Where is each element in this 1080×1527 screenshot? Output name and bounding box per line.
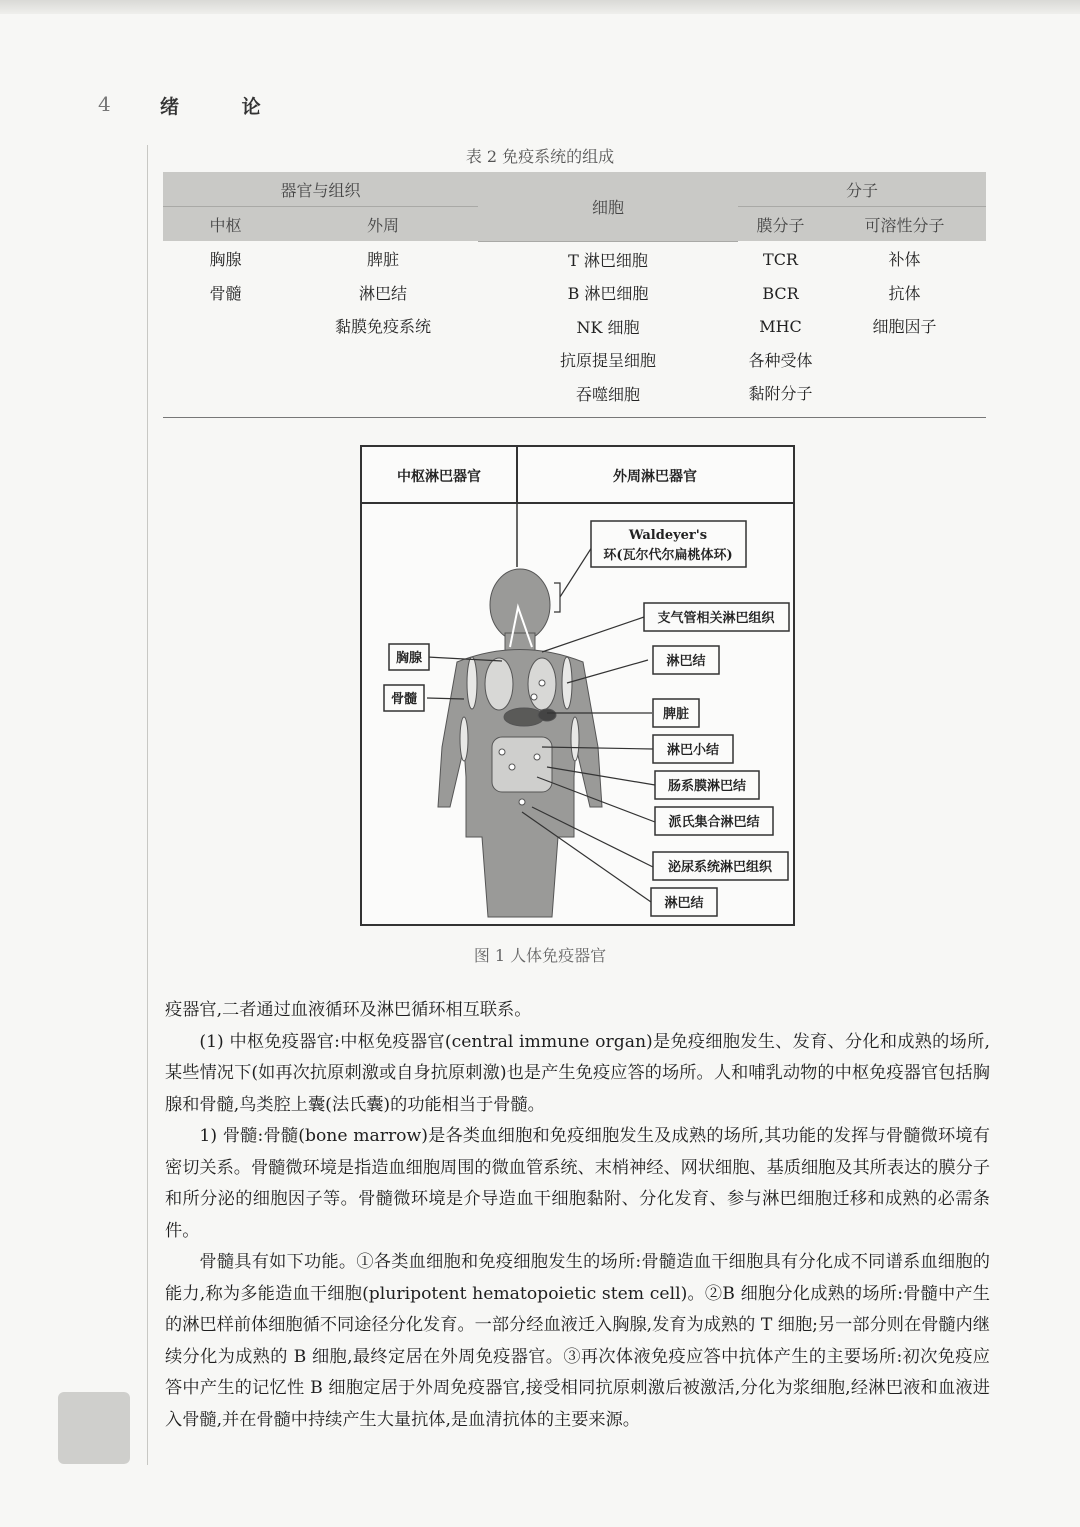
col-peripheral — [288, 241, 478, 418]
chapter-title: 绪 论 — [160, 96, 289, 118]
header-central-organs: 中枢淋巴器官 — [397, 469, 481, 485]
cell-text: 胸腺 — [209, 250, 242, 269]
body-text — [165, 995, 990, 1436]
label-lymph-nodule: 淋巴小结 — [666, 743, 720, 758]
table-caption: 表 2 免疫系统的组成 — [465, 147, 615, 166]
cell-text: 吞噬细胞 — [575, 384, 640, 404]
cell-text: MHC — [759, 317, 802, 336]
header-peripheral-organs: 外周淋巴器官 — [613, 469, 697, 485]
cell-text: BCR — [762, 283, 799, 303]
header-soluble: 可溶性分子 — [823, 207, 986, 242]
col-central — [163, 241, 288, 418]
paragraph-bone-marrow-functions: 骨髓具有如下功能。①各类血细胞和免疫细胞发生的场所:骨髓造血干细胞具有分化成不同谱系血细胞的能力,称为多能造血干细胞(pluripotent hematopoietic stem cell)。②B 细胞分化成熟的场所:骨髓中产生的淋巴样前体细胞循不同途径分化发育。一部分经血液迁入胸腺,发育为成熟的 T 细胞;另一部分则在骨髓内继续分化为成熟的 B 细胞,最终定居在外周免疫器官。③再次体液免疫应答中抗体产生的主要场所:初次免疫应答中产生的记忆性 B 细胞定居于外周免疫器官,接受相同抗原刺激后被激活,分化为浆细胞,经淋巴液和血液进入骨髓,并在骨髓中持续产生大量抗体,是血清抗体的主要来源。 — [165, 1252, 990, 1430]
figure-drawing — [362, 447, 793, 924]
cell-text: 脾脏 — [366, 250, 399, 269]
immune-organs-figure — [360, 445, 795, 926]
immune-system-table — [163, 172, 986, 418]
cell-text: 抗体 — [888, 283, 921, 303]
paragraph-bone-marrow: 1) 骨髓:骨髓(bone marrow)是各类血细胞和免疫细胞发生及成熟的场所,其功能的发挥与骨髓微环境有密切关系。骨髓微环境是指造血细胞周围的微血管系统、末梢神经、网状细胞、基质细胞及其所表达的膜分子和所分泌的细胞因子等。骨髓微环境是介导造血干细胞黏附、分化发育、参与淋巴细胞迁移和成熟的必需条件。 — [165, 1126, 991, 1241]
label-lymph-node-lower: 淋巴结 — [664, 896, 704, 911]
paragraph-continuation: 疫器官,二者通过血液循环及淋巴循环相互联系。 — [165, 1000, 532, 1020]
paragraph-central-organs: (1) 中枢免疫器官:中枢免疫器官(central immune organ)是免疫细胞发生、发育、分化和成熟的场所,某些情况下(如再次抗原刺激或自身抗原刺激)也是产生免疫应答的场所。人和哺乳动物的中枢免疫器官包括胸腺和骨髓,鸟类腔上囊(法氏囊)的功能相当于骨髓。 — [165, 1031, 990, 1115]
cell-text: T 淋巴细胞 — [568, 250, 648, 270]
label-urinary: 泌尿系统淋巴组织 — [667, 860, 773, 875]
cell-text: 各种受体 — [748, 350, 813, 370]
col-cells — [478, 241, 738, 418]
cell-text: B 淋巴细胞 — [567, 284, 649, 303]
header-peripheral: 外周 — [288, 207, 478, 242]
label-spleen: 脾脏 — [662, 707, 690, 722]
label-waldeyer-cn: 环(瓦尔代尔扁桃体环) — [603, 548, 733, 563]
cell-text: 淋巴结 — [358, 283, 407, 303]
cell-text: 黏附分子 — [748, 384, 813, 403]
scan-top-edge — [0, 0, 1080, 14]
header-organs: 器官与组织 — [163, 172, 478, 207]
cell-text: NK 细胞 — [576, 317, 640, 337]
cell-text: 细胞因子 — [872, 317, 937, 336]
label-lymph-node-upper: 淋巴结 — [666, 654, 706, 669]
cell-text: 补体 — [888, 250, 921, 269]
header-cells: 细胞 — [478, 172, 738, 241]
page-number: 4 — [98, 92, 111, 116]
cell-text: 黏膜免疫系统 — [334, 317, 431, 336]
label-peyer: 派氏集合淋巴结 — [668, 815, 760, 830]
label-waldeyer: Waldeyer's — [628, 528, 708, 543]
header-molecules: 分子 — [738, 172, 986, 207]
margin-rule — [147, 145, 148, 1465]
header-central: 中枢 — [163, 207, 288, 242]
label-bone-marrow: 骨髓 — [390, 692, 418, 707]
cell-text: 骨髓 — [209, 283, 242, 303]
cell-text: TCR — [763, 250, 798, 269]
figure-caption: 图 1 人体免疫器官 — [473, 946, 607, 965]
col-soluble — [823, 241, 986, 418]
cell-text: 抗原提呈细胞 — [559, 351, 656, 370]
label-balt: 支气管相关淋巴组织 — [657, 611, 775, 626]
col-membrane — [738, 241, 823, 418]
label-thymus: 胸腺 — [395, 651, 423, 666]
header-membrane: 膜分子 — [738, 207, 823, 242]
label-mesenteric: 肠系膜淋巴结 — [667, 779, 747, 794]
watermark-logo — [58, 1392, 130, 1464]
